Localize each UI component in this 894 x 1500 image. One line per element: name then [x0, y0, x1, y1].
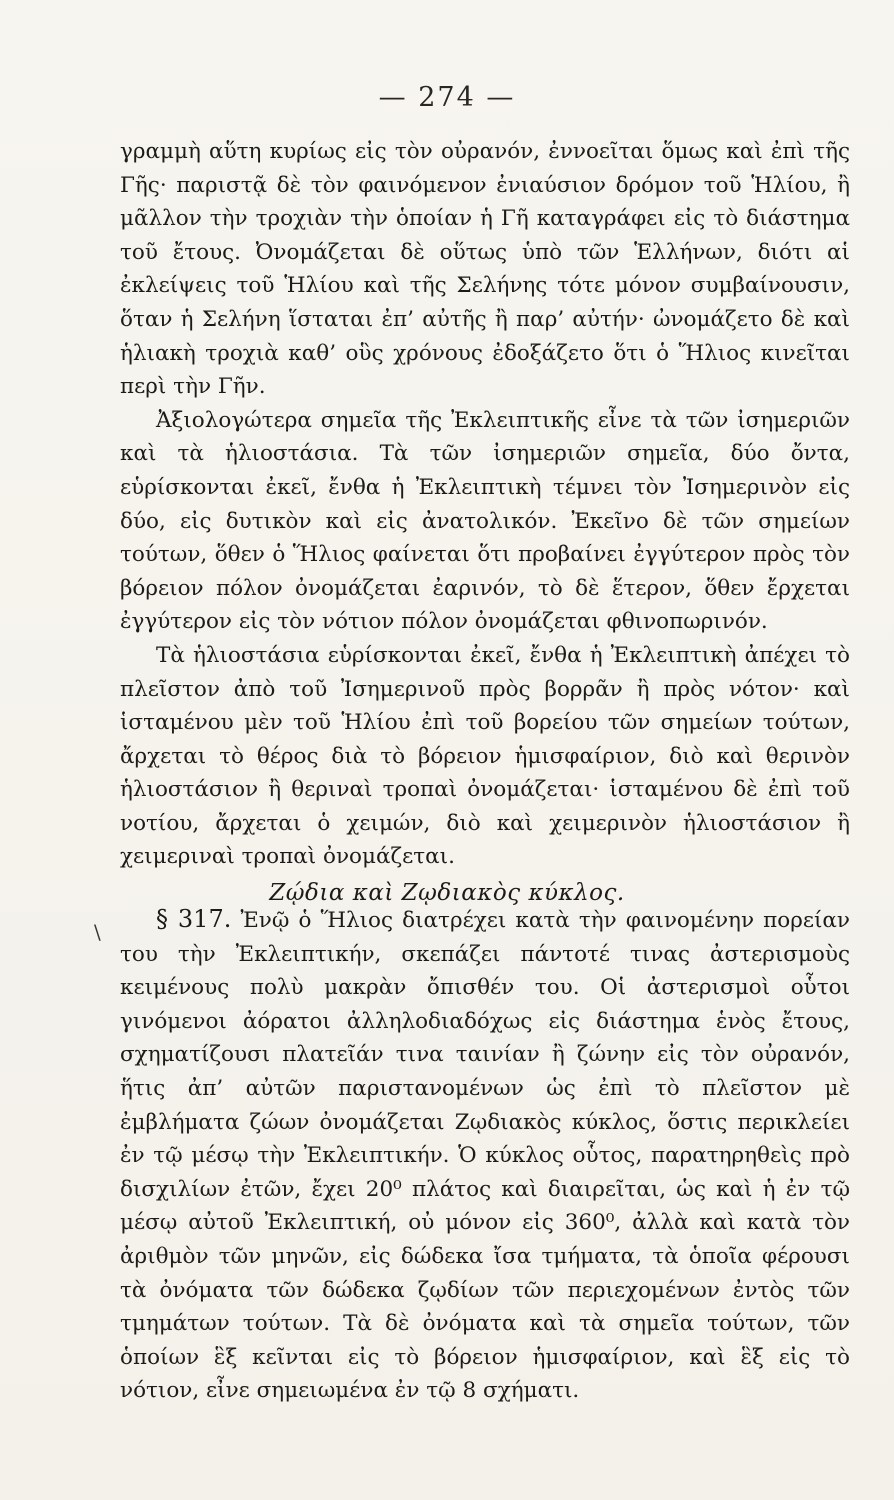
page-number: — 274 — [378, 82, 516, 113]
paragraph-zodiac-text: Ἐνῷ ὁ Ἥλιος διατρέχει κατὰ τὴν φαινομένην πορείαν του τὴν Ἐκλειπτικήν, σκεπάζει πάντοτέ τινας ἀστερισμοὺς κειμένους πολὺ μακρὰν ὄπισθέν του. Οἱ ἀστερισμοὶ οὗτοι γινόμενοι ἀόρατοι ἀλληλοδιαδόχως εἰς διάστημα ἑνὸς ἔτους, σχηματίζουσι πλατεῖάν τινα ταινίαν ἢ ζώνην εἰς τὸν οὐρανόν, ἥτις ἀπ’ αὐτῶν παριστανομένων ὡς ἐπὶ τὸ πλεῖστον μὲ ἐμβλήματα ζώων ὀνομάζεται Ζῳδιακὸς κύκλος, ὅστις περικλείει ἐν τῷ μέσῳ τὴν Ἐκλειπτικήν. Ὁ κύκλος οὗτος, παρατηρηθεὶς πρὸ δισχιλίων ἐτῶν, ἔχει 20⁰ πλάτος καὶ διαιρεῖται, ὡς καὶ ἡ ἐν τῷ μέσῳ αὐτοῦ Ἐκλειπτική, οὐ μόνον εἰς 360⁰, ἀλλὰ καὶ κατὰ τὸν ἀριθμὸν τῶν μηνῶν, εἰς δώδεκα ἴσα τμήματα, τὰ ὁποῖα φέρουσι τὰ ὀνόματα τῶν δώδεκα ζῳδίων τῶν περιεχομένων ἐντὸς τῶν τμημάτων τούτων. Τὰ δὲ ὀνόματα καὶ τὰ σημεῖα τούτων, τῶν ὁποίων ἓξ κεῖνται εἰς τὸ βόρειον ἡμισφαίριον, καὶ ἓξ εἰς τὸ νότιον, εἶνε σημειωμένα ἐν τῷ 8 σχήματι. [120, 908, 850, 1404]
section-heading: Ζῴδια καὶ Ζῳδιακὸς κύκλος. [269, 880, 625, 906]
paragraph-ecliptic-definition: γραμμὴ αὕτη κυρίως εἰς τὸν οὐρανόν, ἐννοεῖται ὅμως καὶ ἐπὶ τῆς Γῆς· παριστᾷ δὲ τὸν φαινόμενον ἐνιαύσιον δρόμον τοῦ Ἡλίου, ἢ μᾶλλον τὴν τροχιὰν τὴν ὁποίαν ἡ Γῆ καταγράφει εἰς τὸ διάστημα τοῦ ἔτους. Ὀνομάζεται δὲ οὕτως ὑπὸ τῶν Ἑλλήνων, διότι αἱ ἐκλείψεις τοῦ Ἡλίου καὶ τῆς Σελήνης τότε μόνον συμβαίνουσιν, ὅταν ἡ Σελήνη ἵσταται ἐπ’ αὐτῆς ἢ παρ’ αὐτήν· ὠνομάζετο δὲ καὶ ἡλιακὴ τροχιὰ καθ’ οὓς χρόνους ἐδοξάζετο ὅτι ὁ Ἥλιος κινεῖται περὶ τὴν Γῆν. [120, 139, 850, 400]
text-block-top [120, 135, 850, 874]
paragraph-solstices: Τὰ ἡλιοστάσια εὑρίσκονται ἐκεῖ, ἔνθα ἡ Ἐκλειπτικὴ ἀπέχει τὸ πλεῖστον ἀπὸ τοῦ Ἰσημερινοῦ πρὸς βορρᾶν ἢ πρὸς νότον· καὶ ἱσταμένου μὲν τοῦ Ἡλίου ἐπὶ τοῦ βορείου τῶν σημείων τούτων, ἄρχεται τὸ θέρος διὰ τὸ βόρειον ἡμισφαίριον, διὸ καὶ θερινὸν ἡλιοστάσιον ἢ θεριναὶ τροπαὶ ὀνομάζεται· ἱσταμένου δὲ ἐπὶ τοῦ νοτίου, ἄρχεται ὁ χειμών, διὸ καὶ χειμερινὸν ἡλιοστάσιον ἢ χειμεριναὶ τροπαὶ ὀνομάζεται. [120, 642, 850, 870]
paragraph-equinox-points: Ἀξιολογώτερα σημεῖα τῆς Ἐκλειπτικῆς εἶνε τὰ τῶν ἰσημεριῶν καὶ τὰ ἡλιοστάσια. Τὰ τῶν ἰσημεριῶν σημεῖα, δύο ὄντα, εὑρίσκονται ἐκεῖ, ἔνθα ἡ Ἐκλειπτικὴ τέμνει τὸν Ἰσημερινὸν εἰς δύο, εἰς δυτικὸν καὶ εἰς ἀνατολικόν. Ἐκεῖνο δὲ τῶν σημείων τούτων, ὅθεν ὁ Ἥλιος φαίνεται ὅτι προβαίνει ἐγγύτερον πρὸς τὸν βόρειον πόλον ὀνομάζεται ἐαρινόν, τὸ δὲ ἕτερον, ὅθεν ἔρχεται ἐγγύτερον εἰς τὸν νότιον πόλον ὀνομάζεται φθινοπωρινόν. [120, 407, 850, 635]
section-number: § 317. [156, 905, 232, 933]
paragraph-zodiac [120, 903, 850, 1408]
text-block-bottom [120, 903, 850, 1408]
margin-mark: \ [94, 920, 101, 944]
